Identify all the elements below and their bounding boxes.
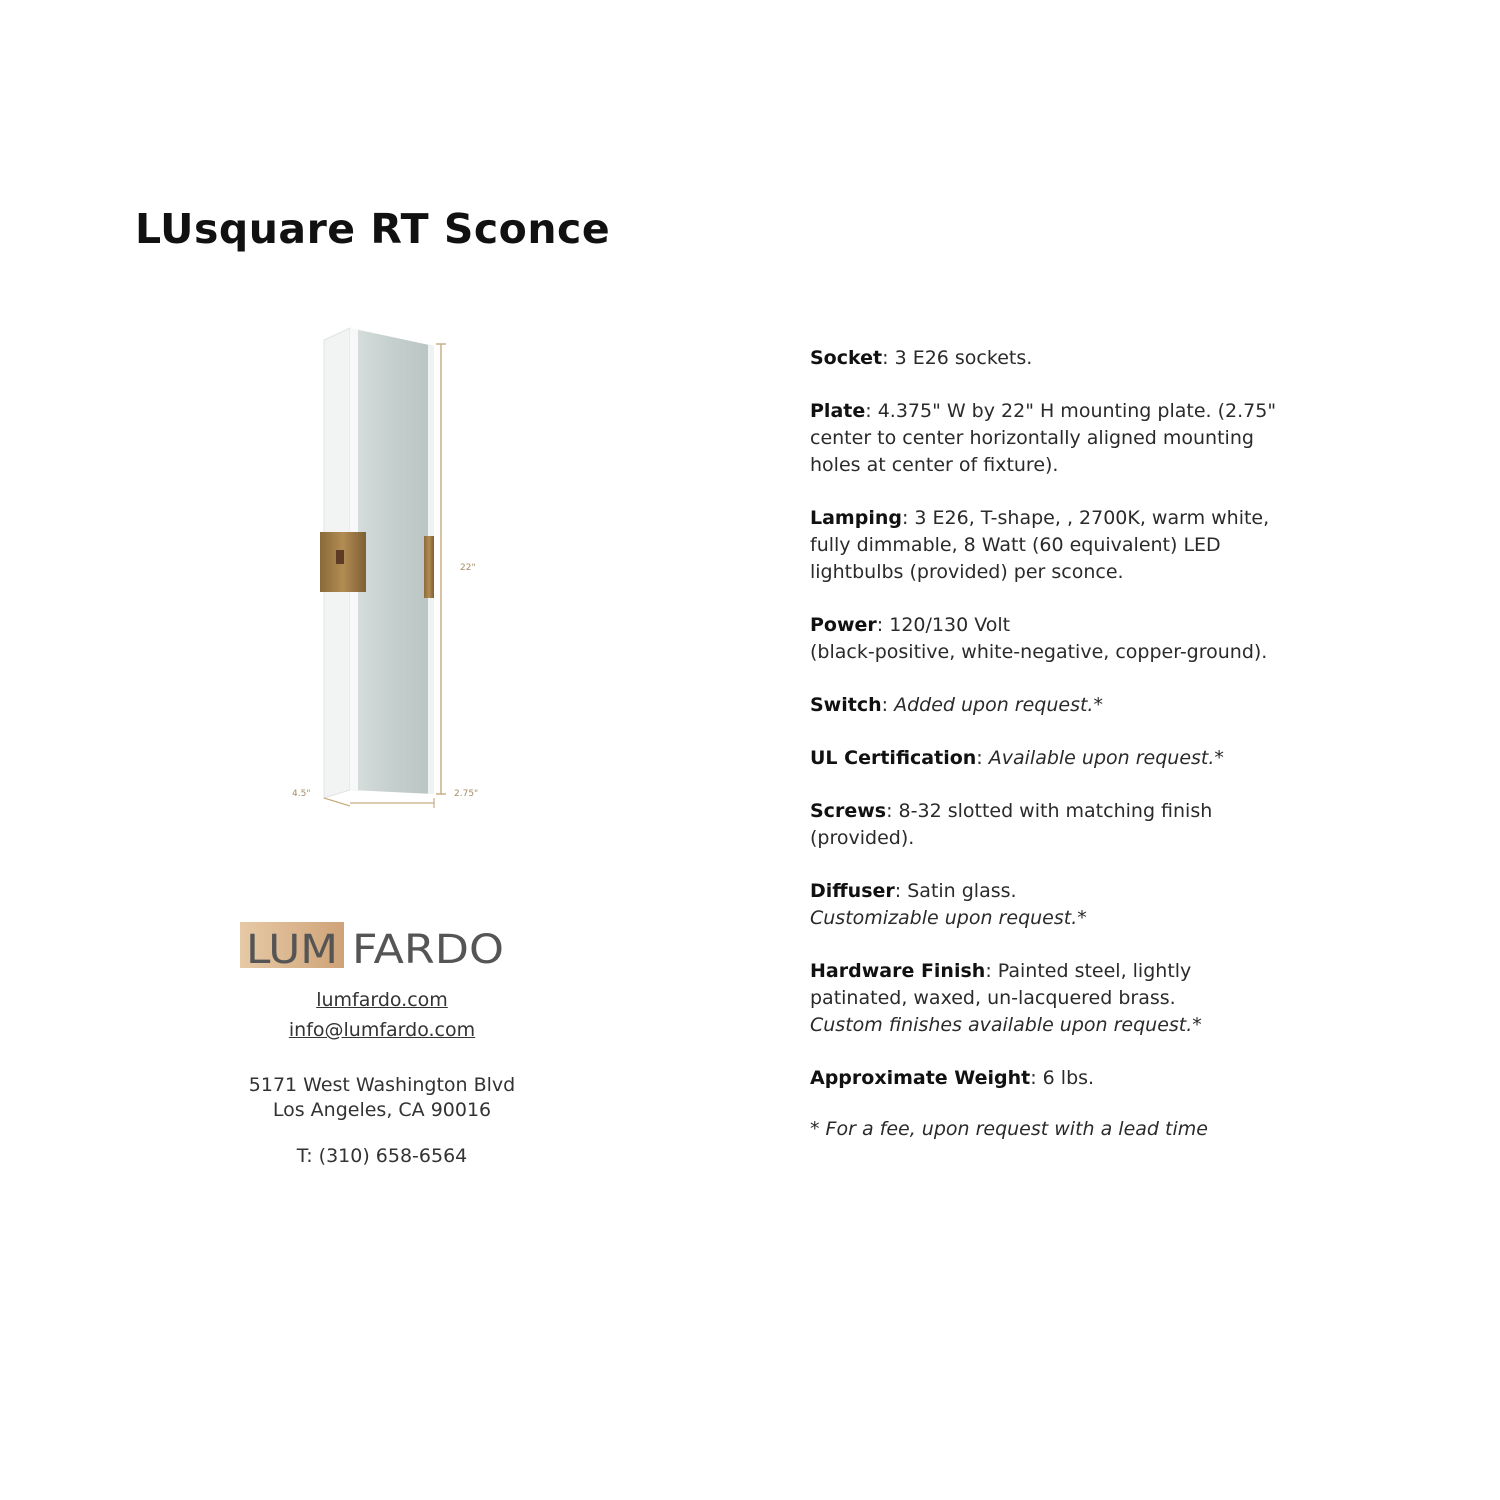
- page-title: LUsquare RT Sconce: [135, 205, 611, 253]
- spec-weight: Approximate Weight: 6 lbs.: [810, 1067, 1095, 1089]
- footnote: * For a fee, upon request with a lead time: [810, 1118, 1208, 1140]
- spec-power: Power: 120/130 Volt (black-positive, white-negative, copper-ground).: [810, 614, 1268, 663]
- dim-height-label: 22": [460, 563, 476, 573]
- brass-plate-right: [424, 536, 434, 598]
- spec-lamping: Lamping: 3 E26, T-shape, , 2700K, warm white, fully dimmable, 8 Watt (60 equivalent) LED lightbulbs (provided) per sconce.: [810, 507, 1270, 583]
- website-link[interactable]: lumfardo.com: [316, 989, 448, 1011]
- spec-diffuser: Diffuser: Satin glass. Customizable upon request.*: [810, 880, 1087, 929]
- spec-plate: Plate: 4.375" W by 22" H mounting plate. (2.75" center to center horizontally aligned mounting holes at center of fixture).: [810, 400, 1277, 476]
- dim-width-label: 4.5": [292, 789, 311, 799]
- phone-number: T: (310) 658-6564: [296, 1145, 468, 1167]
- spec-ul-certification: UL Certification: Available upon request.*: [810, 747, 1224, 769]
- spec-switch: Switch: Added upon request.*: [810, 694, 1103, 716]
- contact-block: [182, 985, 582, 1167]
- brand-logo: [240, 920, 510, 972]
- spec-hardware-finish: Hardware Finish: Painted steel, lightly patinated, waxed, un-lacquered brass. Custom finishes available upon request.*: [810, 960, 1202, 1036]
- spec-screws: Screws: 8-32 slotted with matching finish (provided).: [810, 800, 1213, 849]
- spec-list: [810, 345, 1280, 1140]
- spec-socket: Socket: 3 E26 sockets.: [810, 347, 1033, 369]
- logo-text-fardo: FARDO: [352, 927, 504, 972]
- address: 5171 West Washington Blvd Los Angeles, CA 90016: [248, 1074, 516, 1121]
- logo-text-lum: LUM: [246, 927, 338, 972]
- dim-depth-label: 2.75": [454, 789, 479, 799]
- product-image: [280, 320, 500, 810]
- email-link[interactable]: info@lumfardo.com: [288, 1019, 476, 1041]
